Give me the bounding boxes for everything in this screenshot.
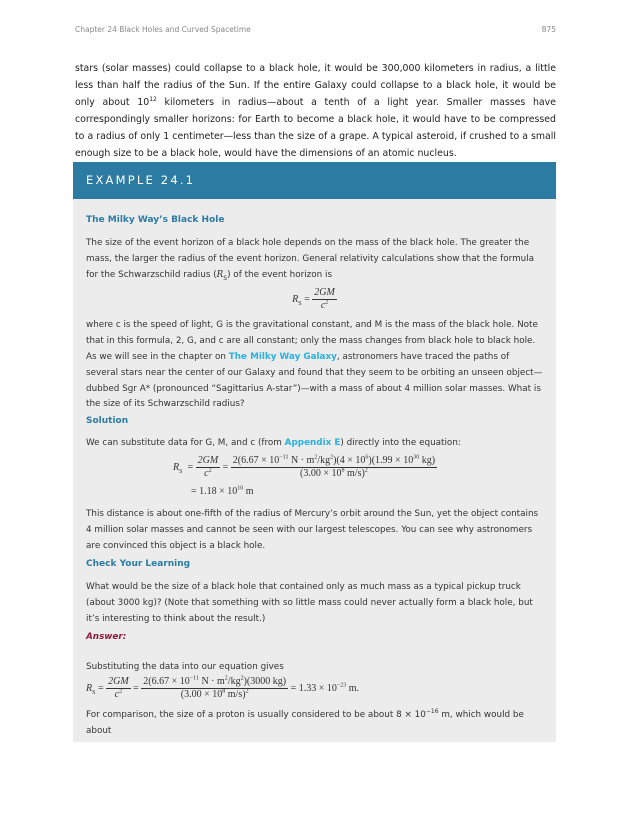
answer-equation: $R_S$ = $\frac{2GM}{c^2}$ = $\frac{2(6.67 \times 10^{-11} N \cdot m^2/kg^2)(3000 kg)}{(3.00 \times 10^8 m/s)^2}$ = $1.33 \times 10^{-23}$ m. xyxy=(86,675,360,700)
solution-paragraph-2: This distance is about one-fifth of the radius of Mercury’s orbit around the Sun, yet the object contains 4 million solar masses and cannot be seen with our largest telescopes. You can see why astronomers are convinced this object is a black hole. xyxy=(86,509,539,551)
example-paragraph-2: where c is the speed of light, G is the gravitational constant, and M is the mass of the black hole. Note that in this formula, 2, G, and c are all constant; only the mass changes from black hole to black hole. xyxy=(86,320,538,346)
solution-paragraph-1: We can substitute data for G, M, and c (from Appendix E) directly into the equation: xyxy=(86,438,461,448)
answer-label: Answer: xyxy=(86,632,127,642)
intro-paragraph: stars (solar masses) could collapse to a black hole, it would be 300,000 kilometers in radius, a little less than half the radius of the Sun. If the entire Galaxy could collapse to a black hole, it would be only about $10^{12}$ kilometers in radius—about a tenth of a light year. Smaller masses have correspondingly smaller horizons: for Earth to become a black hole, it would have to be compressed to a radius of only 1 centimeter—less than the size of a grape. A typical asteroid, if crushed to a small enough size to be a black hole, would have the dimensions of an atomic nucleus. xyxy=(75,63,556,159)
example-label: EXAMPLE 24.1 xyxy=(73,162,556,199)
equation-result: = $1.18 \times 10^{10}$ m xyxy=(191,485,254,497)
check-learning-paragraph: What would be the size of a black hole that contained only as much mass as a typical pickup truck (about 3000 kg)? (Note that something with so little mass could never actually form a black hole, but it’s interesting to think about the result.) xyxy=(86,582,533,624)
example-title: The Milky Way’s Black Hole xyxy=(86,215,225,225)
solution-heading: Solution xyxy=(86,416,129,426)
comparison-paragraph: For comparison, the size of a proton is usually considered to be about $8 \times 10^{-16}$ m, which would be about xyxy=(86,708,524,736)
link-milky-way-galaxy[interactable]: The Milky Way Galaxy xyxy=(228,352,337,362)
example-paragraph-3: As we will see in the chapter on The Milky Way Galaxy, astronomers have traced the paths of several stars near the center of our Galaxy and found that they seem to be orbiting an unseen object—dubbed Sgr A* (pronounced “Sagittarius A-star”)—with a mass of about 4 million solar masses. What is the size of its Schwarzschild radius? xyxy=(86,352,543,410)
answer-paragraph: Substituting the data into our equation gives xyxy=(86,662,284,672)
schwarzschild-formula: $R_S$ = $\frac{2GM}{c^2}$ xyxy=(292,287,335,311)
running-header-chapter: Chapter 24 Black Holes and Curved Spacetime xyxy=(75,25,251,34)
equation-numerator: $2(6.67 \times 10^{-11}$ $N \cdot m^2/kg^2)(4 \times 10^6)(1.99 \times 10^{30}$ kg) xyxy=(232,454,436,466)
example-paragraph-1: The size of the event horizon of a black hole depends on the mass of the black hole. The greater the mass, the larger the radius of the event horizon. General relativity calculations show that the formula for the Schwarzschild radius $(R_S)$ of the event horizon is xyxy=(86,238,535,282)
example-box xyxy=(73,162,556,742)
substitution-equation: $R_S$ = $\frac{2GM}{c^2}$ = $\frac{2(6.67 \times 10^{-11} N \cdot m^2/kg^2)(4 \times 10^6)(1.99 \times 10^{30} kg)}{(3.00 \times 10^8 m/s)^2}$ = $1.18 \times 10^{10}$ m xyxy=(173,455,493,497)
link-appendix-e[interactable]: Appendix E xyxy=(284,438,341,448)
equation-denominator: ($3.00 \times 10^8$ m/s)$^2$ xyxy=(300,467,368,479)
page-number: 875 xyxy=(541,25,556,34)
check-learning-heading: Check Your Learning xyxy=(86,559,191,569)
